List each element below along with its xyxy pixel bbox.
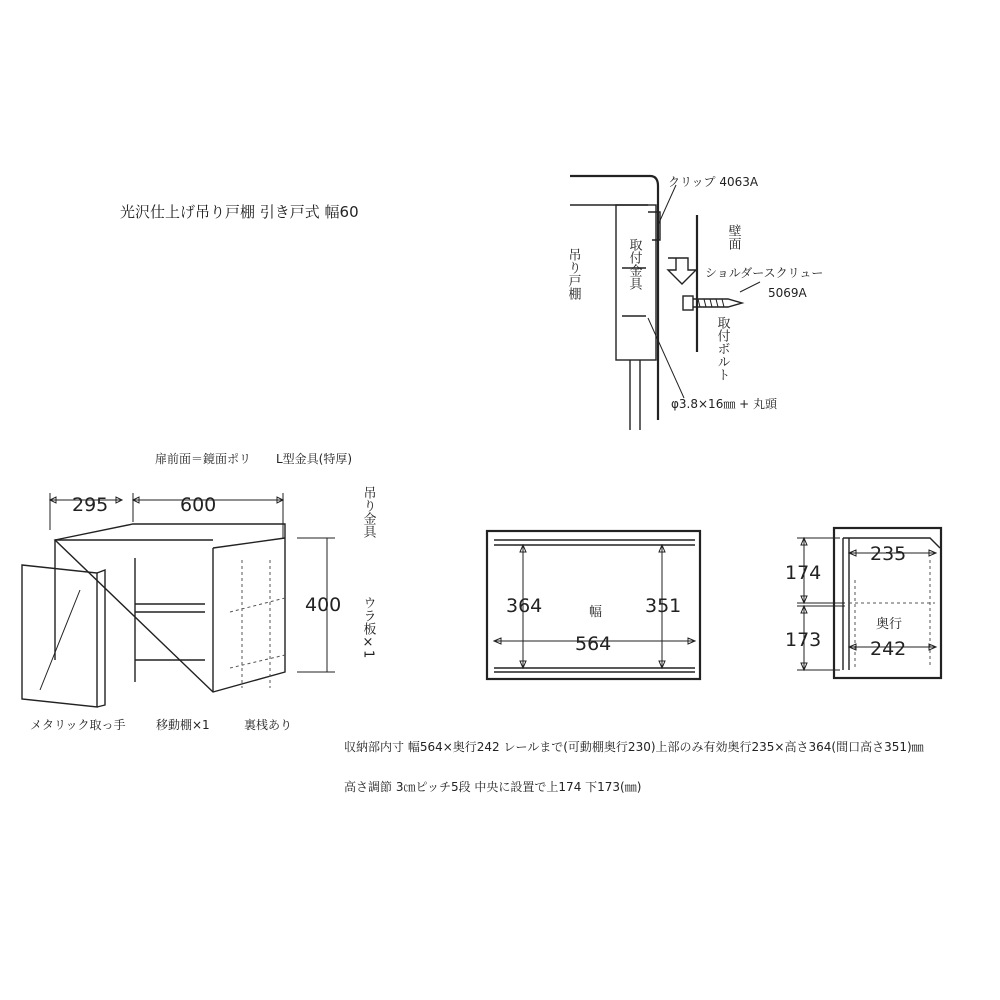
mount-arrow-icon [668, 258, 696, 284]
door-reflection [40, 590, 80, 690]
small-screw-leader [648, 318, 684, 398]
dim-173: 173 [785, 629, 822, 651]
shoulder-screw-code: 5069A [768, 286, 807, 300]
l-bracket-label: L型金具(特厚) [276, 452, 353, 466]
clip-leader [658, 185, 676, 225]
cabinet-box-top [55, 524, 285, 692]
front-view [487, 531, 700, 679]
note-height-adjust: 高さ調節 3㎝ピッチ5段 中央に設置で上174 下173(㎜) [344, 780, 642, 794]
width-label: 幅 [589, 605, 603, 620]
cabinet-label: 吊り戸棚 [565, 248, 581, 300]
cabinet-perspective [22, 451, 376, 732]
bracket-rail [630, 360, 640, 430]
handle-label: メタリック取っ手 [30, 718, 126, 732]
cabinet-top-right [213, 538, 285, 548]
bolt-label: 取付ボルト [714, 316, 730, 381]
small-screw-label: φ3.8×16㎜ + 丸頭 [671, 397, 778, 411]
door-handle [97, 570, 105, 707]
rear-hidden-lines [230, 560, 285, 688]
dim-235: 235 [870, 543, 907, 565]
dim-364: 364 [506, 595, 543, 617]
back-rail-label: 裏桟あり [244, 718, 293, 732]
wall-label: 壁面 [725, 224, 741, 250]
depth-label: 奥行 [876, 617, 903, 632]
cabinet-outline [570, 176, 658, 420]
dim-174: 174 [785, 562, 822, 584]
screw-leader [740, 282, 760, 292]
shoulder-screw-icon [683, 296, 742, 310]
clip-label: クリップ 4063A [668, 175, 759, 189]
note-inner-dimensions: 収納部内寸 幅564×奥行242 レールまで(可動棚奥行230)上部のみ有効奥行235×高さ364(間口高さ351)㎜ [344, 740, 924, 754]
mount-detail [566, 175, 824, 430]
door-front-label: 扉前面＝鏡面ポリ [155, 452, 252, 466]
product-title: 光沢仕上げ吊り戸棚 引き戸式 幅60 [120, 203, 359, 221]
back-board-label: ウラ板×1 [360, 596, 376, 659]
shelf-label: 移動棚×1 [156, 718, 210, 732]
dim-242: 242 [870, 638, 907, 660]
hanging-hardware-label: 吊り金具 [360, 486, 376, 538]
sliding-door [22, 565, 97, 707]
dim-width-600: 600 [180, 494, 217, 516]
dim-564: 564 [575, 633, 612, 655]
inner-shelf [135, 558, 205, 682]
dim-351: 351 [645, 595, 682, 617]
dim-depth-295: 295 [72, 494, 109, 516]
bracket-label: 取付金具 [626, 238, 642, 290]
dim-height-400: 400 [305, 594, 342, 616]
shoulder-screw-label: ショルダースクリュー [705, 266, 824, 280]
side-view [785, 528, 941, 678]
